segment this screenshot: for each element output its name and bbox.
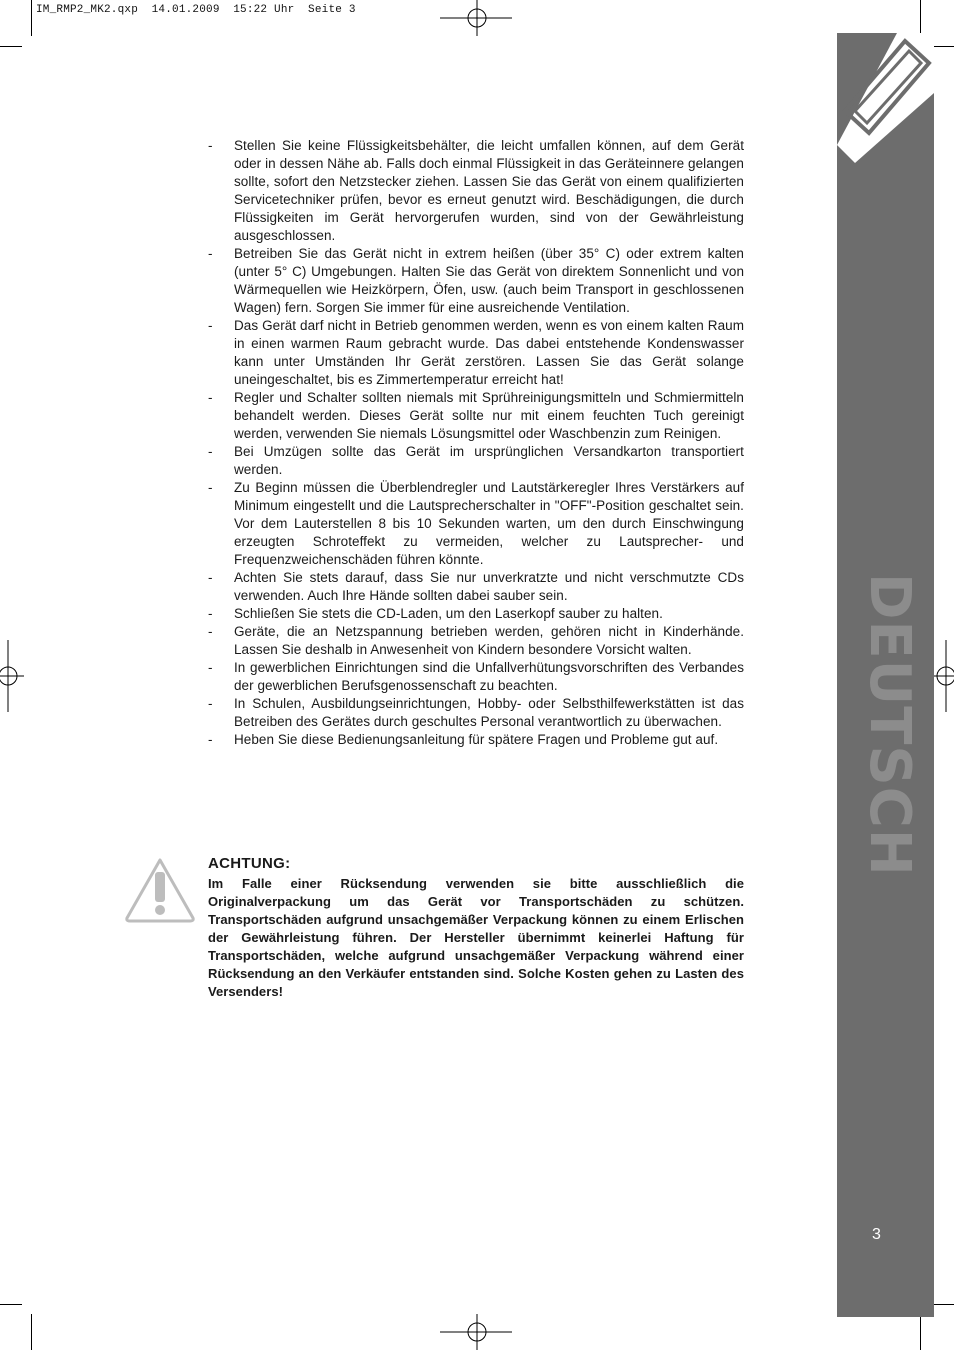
crop-mark-top-right-h — [932, 46, 954, 47]
list-item-text: Betreiben Sie das Gerät nicht in extrem heißen (über 35° C) oder extrem kalten (unter 5° C) Umgebungen. Halten Sie das Gerät von direktem Sonnenlicht und von Wärmequellen wie Heizkörpern, Öfen, usw. (auch beim Transport in geschlossenen Wagen) fern. Sorgen Sie immer für eine ausreichende Ventilation. — [234, 246, 744, 315]
bullet-dash: - — [208, 696, 213, 711]
list-item-text: Bei Umzügen sollte das Gerät im ursprünglichen Versandkarton transportiert werden. — [234, 444, 744, 477]
list-item — [208, 443, 744, 479]
list-item-text: Regler und Schalter sollten niemals mit Sprühreinigungsmitteln und Schmiermitteln behandelt werden. Dieses Gerät sollte nur mit einem feuchten Tuch gereinigt werden, verwenden Sie niemals Lösungsmittel oder Waschbenzin zum Reinigen. — [234, 390, 744, 441]
list-item — [208, 623, 744, 659]
list-item-text: Geräte, die an Netzspannung betrieben werden, gehören nicht in Kinderhände. Lassen Sie deshalb in Anwesenheit von Kindern besondere Vorsicht walten. — [234, 624, 744, 657]
list-item — [208, 479, 744, 569]
list-item — [208, 605, 744, 623]
bullet-dash: - — [208, 318, 213, 333]
crop-mark-bottom-right-h — [932, 1304, 954, 1305]
registration-mark-bottom-icon — [440, 1314, 514, 1350]
list-item — [208, 569, 744, 605]
list-item-text: Schließen Sie stets die CD-Laden, um den Laserkopf sauber zu halten. — [234, 606, 663, 621]
crop-mark-bottom-left-v — [31, 1314, 32, 1350]
bullet-dash: - — [208, 606, 213, 621]
crop-mark-top-left-h — [0, 46, 22, 47]
page-number: 3 — [872, 1226, 881, 1243]
list-item-text: Stellen Sie keine Flüssigkeitsbehälter, die leicht umfallen können, auf dem Gerät oder in dessen Nähe ab. Falls doch einmal Flüssigkeit in das Geräteinnere gelangen sollte, sofort den Netzstecker ziehen. Lassen Sie das Gerät von einem qualifizierten Servicetechniker prüfen, bevor es erneut genutzt wird. Beschädigungen, die durch Flüssigkeiten im Gerät hervorgerufen wurden, sind von der Gewährleistung ausgeschlossen. — [234, 138, 744, 243]
crop-mark-top-left-v — [31, 0, 32, 36]
language-sidebar — [837, 33, 934, 1317]
list-item-text: In gewerblichen Einrichtungen sind die Unfallverhütungsvorschriften des Verbandes der gewerblichen Berufsgenossenschaft zu beachten. — [234, 660, 744, 693]
warning-body: Im Falle einer Rücksendung verwenden sie bitte ausschließlich die Originalverpackung um das Gerät vor Transportschäden zu schützen. Transportschäden aufgrund unsachgemäßer Verpackung können zu einem Erlischen der Gewährleistung führen. Der Hersteller übernimmt keinerlei Haftung für Transportschäden, welche aufgrund unsachgemäßer Verpackung während einer Rücksendung an den Verkäufer entstanden sind. Solche Kosten gehen zu Lasten des Versenders! — [208, 876, 744, 999]
registration-mark-top-icon — [440, 0, 514, 36]
warning-title: ACHTUNG: — [208, 855, 291, 872]
list-item — [208, 695, 744, 731]
crop-mark-top-right-v — [920, 0, 921, 36]
list-item — [208, 317, 744, 389]
list-item-text: In Schulen, Ausbildungseinrichtungen, Hobby- oder Selbsthilfewerkstätten ist das Betreiben des Gerätes durch geschultes Personal verantwortlich zu überwachen. — [234, 696, 744, 729]
print-slug: IM_RMP2_MK2.qxp 14.01.2009 15:22 Uhr Seite 3 — [36, 4, 356, 16]
bullet-dash: - — [208, 570, 213, 585]
list-item-text: Das Gerät darf nicht in Betrieb genommen werden, wenn es von einem kalten Raum in einen warmen Raum gebracht wurde. Das dabei entstehende Kondenswasser kann unter Umständen Ihr Gerät zerstören. Lassen Sie das Gerät solange uneingeschaltet, bis es Zimmertemperatur erreicht hat! — [234, 318, 744, 387]
warning-triangle-icon — [123, 856, 197, 924]
safety-instructions-list — [208, 137, 744, 749]
list-item — [208, 137, 744, 245]
bullet-dash: - — [208, 444, 213, 459]
bullet-dash: - — [208, 480, 213, 495]
list-item-text: Zu Beginn müssen die Überblendregler und Lautstärkeregler Ihres Verstärkers auf Minimum eingestellt und die Lautsprecherschalter in "OFF"-Position geschaltet sein. Vor dem Lauterstellen 8 bis 10 Sekunden warten, um den durch Einschwingung erzeugten Schroteffekt zu vermeiden, welcher zu Lautsprecher- und Frequenzweichenschäden führen könnte. — [234, 480, 744, 567]
registration-mark-left-icon — [0, 640, 24, 712]
bullet-dash: - — [208, 390, 213, 405]
language-label: DEUTSCH — [857, 573, 922, 877]
crop-mark-bottom-left-h — [0, 1304, 22, 1305]
list-item-text: Achten Sie stets darauf, dass Sie nur unverkratzte und nicht verschmutzte CDs verwenden. Auch Ihre Hände sollten dabei sauber sein. — [234, 570, 744, 603]
bullet-dash: - — [208, 624, 213, 639]
brand-logo-icon — [837, 33, 934, 163]
list-item-text: Heben Sie diese Bedienungsanleitung für spätere Fragen und Probleme gut auf. — [234, 732, 719, 747]
bullet-dash: - — [208, 246, 213, 261]
bullet-dash: - — [208, 138, 213, 153]
crop-mark-bottom-right-v — [920, 1314, 921, 1350]
list-item — [208, 245, 744, 317]
list-item — [208, 659, 744, 695]
bullet-dash: - — [208, 732, 213, 747]
list-item — [208, 731, 744, 749]
list-item — [208, 389, 744, 443]
bullet-dash: - — [208, 660, 213, 675]
